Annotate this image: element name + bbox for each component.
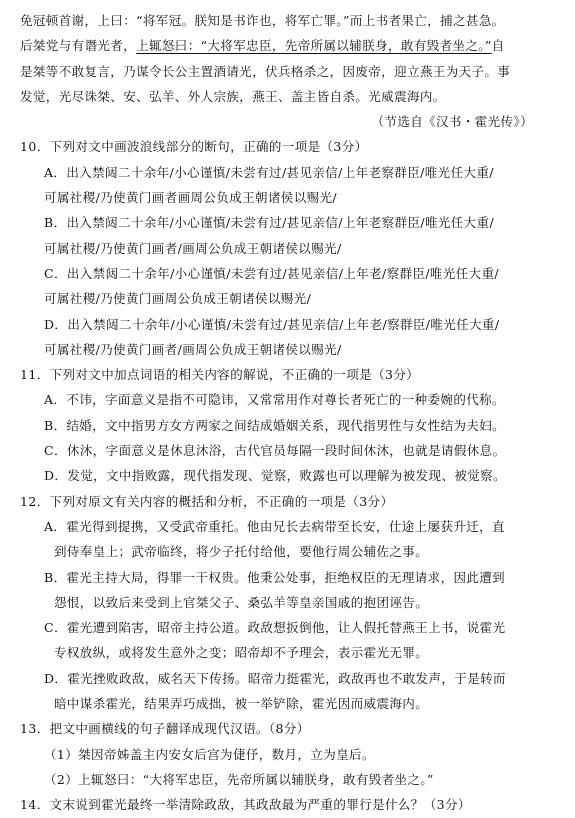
passage-line: 发觉，光尽诛桀、安、弘羊、外人宗族，燕王、盖主皆自杀。光威震海内。 [20,88,446,104]
option-c: C．休沐，字面意义是休息沐浴，古代官员每隔一段时间休沐，也就是请假休息。 [44,443,506,459]
option-b: B．出入禁闼二十余年/小心谨慎/未尝有过/甚见亲信/上年老察群臣/唯光任大重/ [44,215,495,231]
question-stem-12: 12．下列对原文有关内容的概括和分析，不正确的一项是（3分） [20,493,394,509]
option-c: C．霍光遭到陷害，昭帝主持公道。政敌想扳倒他，让人假托替燕王上书，说霍光 [44,620,506,636]
option-d-cont: 暗中谋杀霍光，结果弄巧成拙，被一举铲除，霍光因而威震海内。 [54,696,429,712]
question-stem-11: 11．下列对文中加点词语的相关内容的解说，不正确的一项是（3分） [20,367,420,383]
option-b-cont: 怨恨，以致后来受到上官桀父子、桑弘羊等皇亲国戚的抱团诬告。 [54,594,429,610]
option-a-cont: 到侍奉皇上；武帝临终，将少子托付给他，要他行周公辅佐之事。 [54,544,429,560]
passage-line: 免冠顿首谢，上曰：“将军冠。朕知是书诈也，将军亡罪。”而上书者果亡，捕之甚急。 [20,13,505,28]
option-a: A．不讳，字面意义是指不可隐讳，又常常用作对尊长者死亡的一种委婉的代称。 [44,392,505,408]
option-c: C．出入禁闼二十余年/小心谨慎/未尝有过/甚见亲信/上年老/察群臣/唯光任大重/ [44,265,500,281]
underlined-sentence: 上辄怒曰：“大将军忠臣，先帝所属以辅朕身，敢有毁者坐之。” [136,38,492,54]
passage-line: 是桀等不敢复言，乃谋令长公主置酒请光，伏兵格杀之，因废帝，迎立燕王为天子。事 [20,63,511,79]
passage-text: 后桀党与有谮光者， [20,38,137,54]
option-b-cont: 可属社稷/乃使黄门画者/画周公负成王朝诸侯以赐光/ [44,240,342,256]
option-b: B．结婚，文中指男方女方两家之间结成婚姻关系，现代指男性与女性结为夫妇。 [44,417,506,433]
question-stem-10: 10．下列对文中画波浪线部分的断句，正确的一项是（3分） [20,139,368,155]
option-d: D．出入禁闼二十余年/小心谨慎/未尝有过/甚见亲信/上年老/察群臣/唯光任大重/ [44,316,500,332]
option-b: B．霍光主持大局，得罪一干权贵。他秉公处事，拒绝权臣的无理请求，因此遭到 [44,569,506,585]
option-d-cont: 可属社稷/乃使黄门画者/画周公负成王朝诸侯以赐光/ [44,341,342,357]
option-a: A．霍光得到提携，又受武帝重托。他由兄长去病带至长安，仕途上屡获升迁，直 [44,518,505,534]
question-stem-14: 14．文末说到霍光最终一举清除政敌，其政敌最为严重的罪行是什么？（3分） [20,797,471,813]
passage-line [20,33,555,58]
option-d: D．霍光挫败政敌，威名天下传扬。昭帝力挺霍光，政敌再也不敢发声，于是转而 [44,670,506,686]
translation-sentence-1: （1）桀因帝姊盖主内安女后宫为倢伃，数月，立为皇后。 [44,746,375,762]
option-d: D．发觉，文中指败露，现代指发现、觉察，败露也可以理解为被发现、被觉察。 [44,468,506,484]
translation-sentence-2: （2）上辄怒曰：“大将军忠臣，先帝所属以辅朕身，敢有毁者坐之。” [44,771,434,787]
option-c-cont: 专权放纵，或将发生意外之变；昭帝却不予理会，表示霍光无罪。 [54,645,429,661]
source-citation: （节选自《汉书・霍光传》） [371,114,533,130]
option-c-cont: 可属社稷/乃使黄门画周公负成王朝诸侯以赐光/ [44,291,312,307]
option-a: A．出入禁闼二十余年/小心谨慎/未尝有过/甚见亲信/上年老察群臣/唯光任大重/ [44,164,494,180]
question-stem-13: 13．把文中画横线的句子翻译成现代汉语。（8分） [20,721,310,737]
passage-text: 自 [491,38,505,54]
option-a-cont: 可属社稷/乃使黄门画者画周公负成王朝诸侯以赐光/ [44,190,338,206]
